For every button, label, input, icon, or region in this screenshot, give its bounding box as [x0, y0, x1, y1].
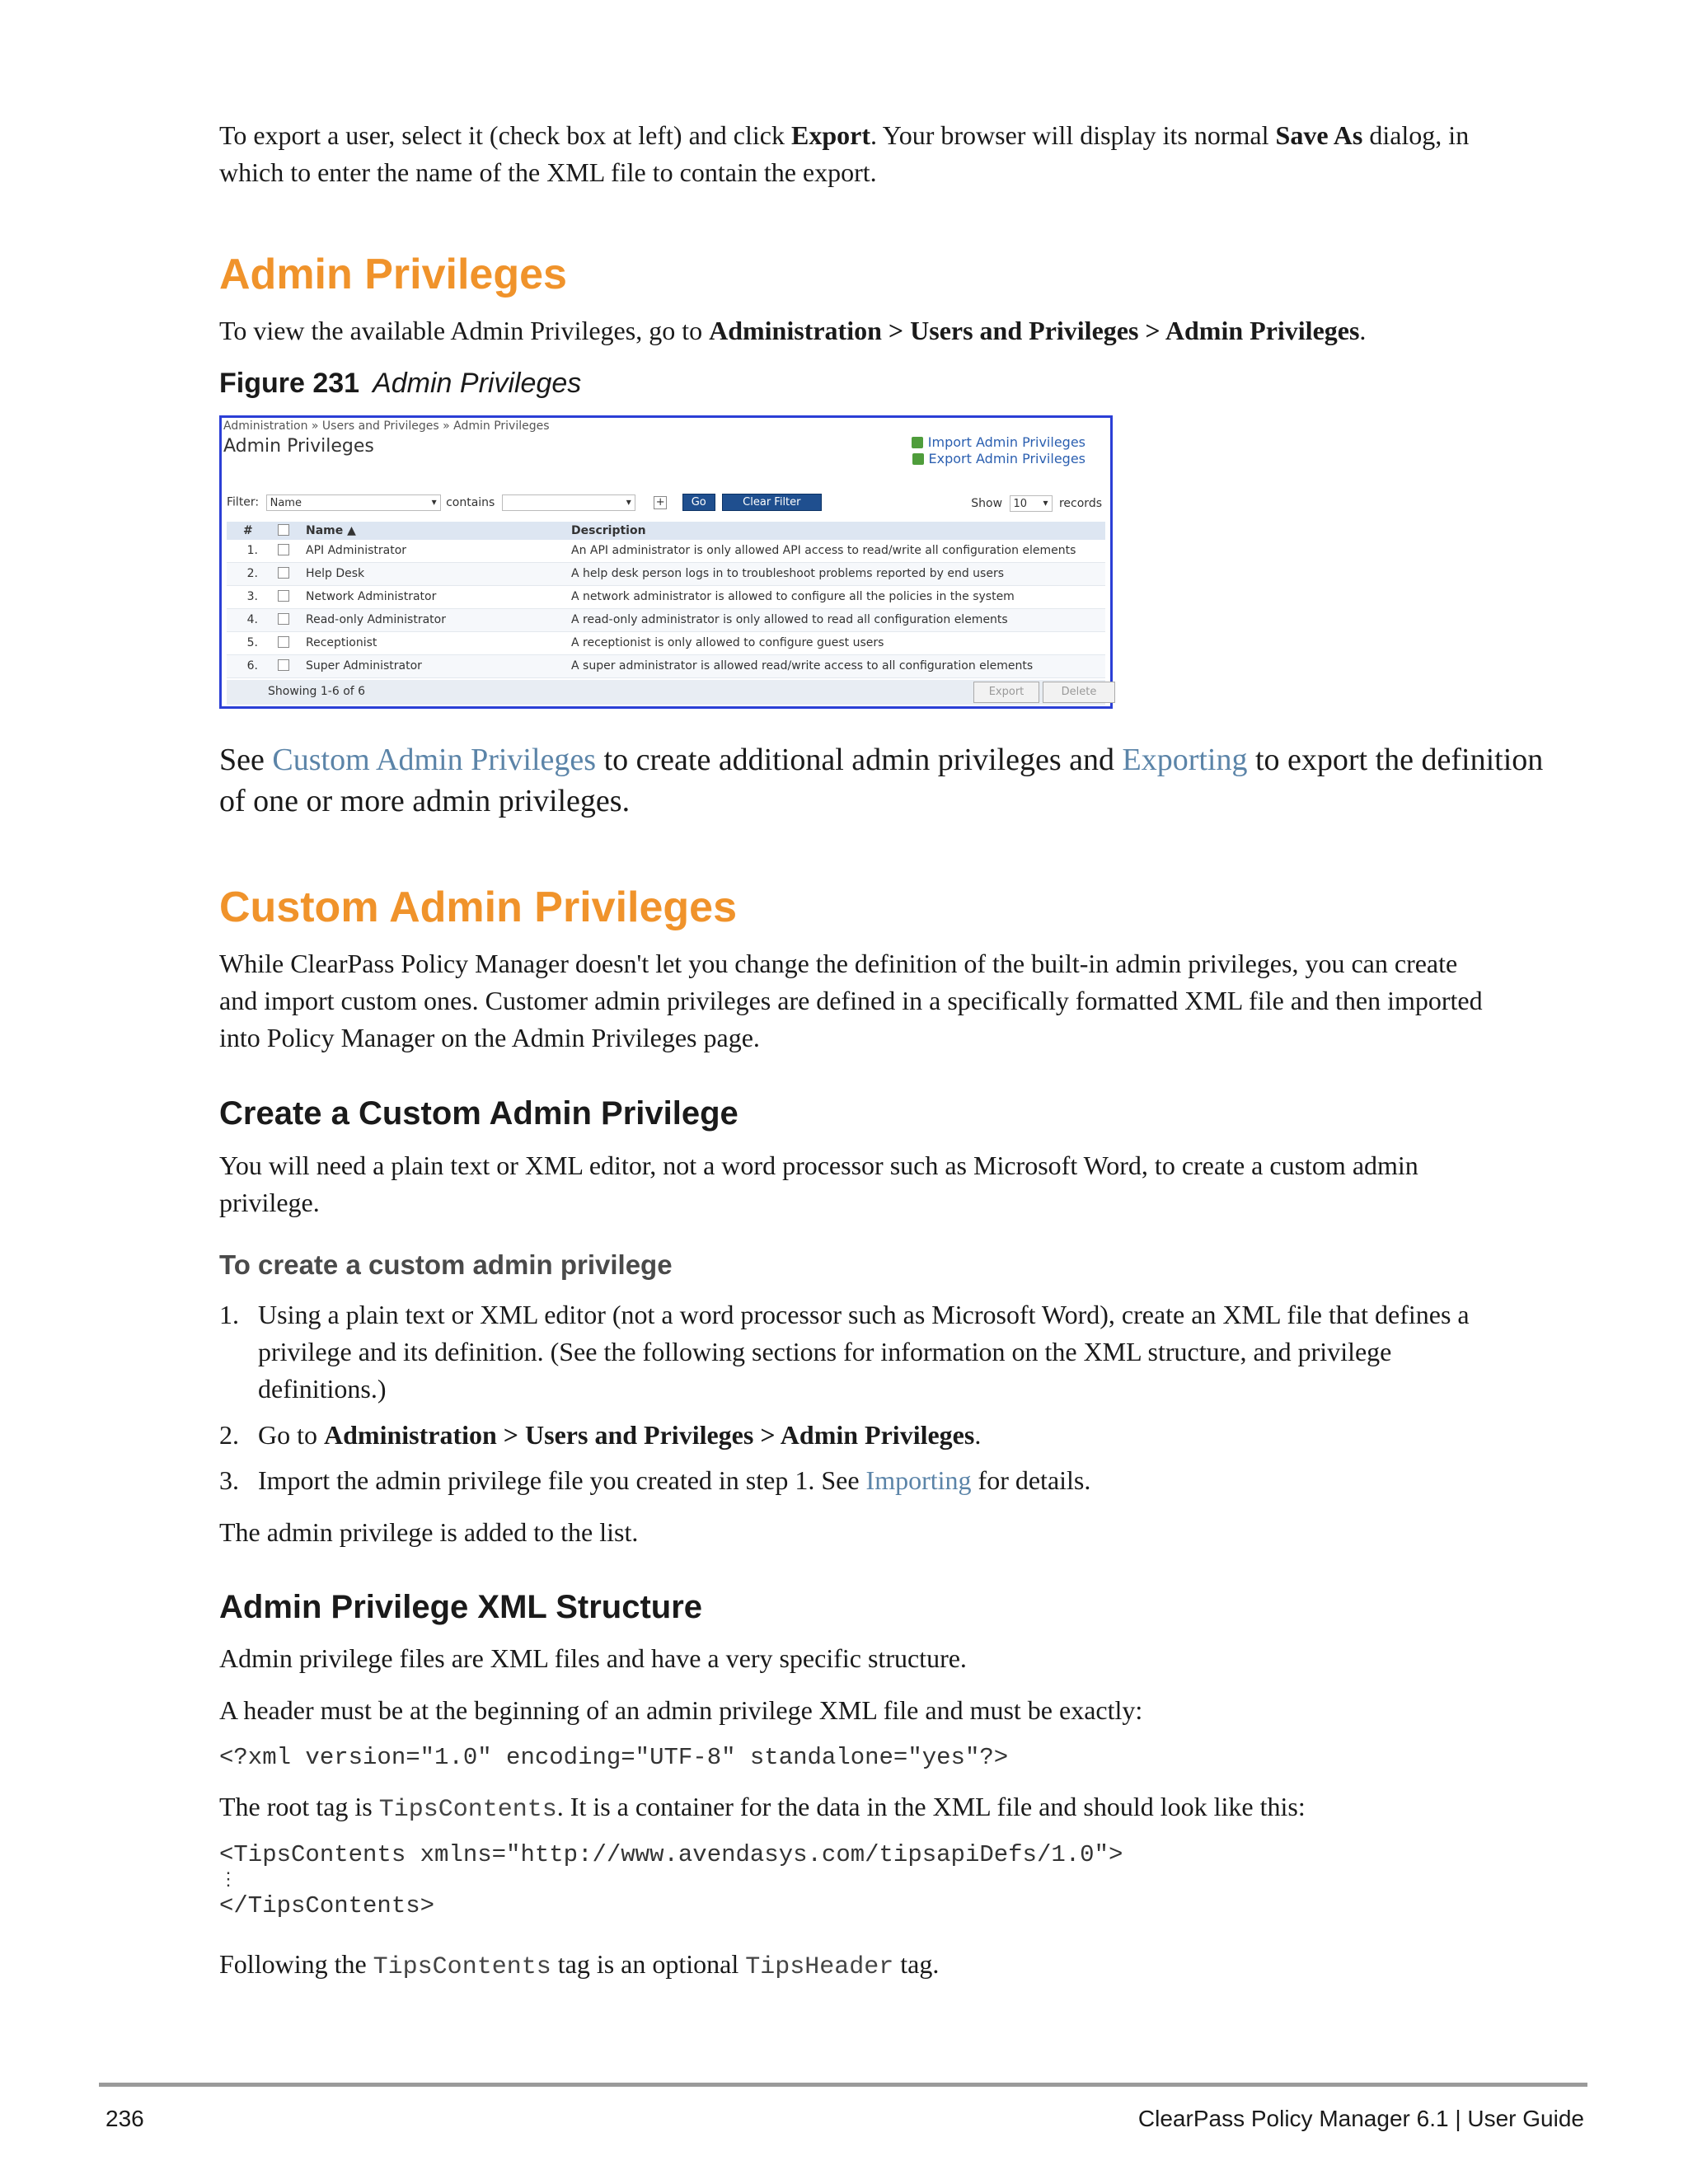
- create-text: privilege.: [219, 1188, 320, 1217]
- nav-text: To view the available Admin Privileges, go to: [219, 316, 710, 345]
- figure-number: Figure 231: [219, 368, 360, 399]
- step-line: for details.: [971, 1465, 1091, 1495]
- export-link[interactable]: [912, 451, 1085, 466]
- intro-paragraph: [219, 117, 1469, 191]
- custom-text: into Policy Manager on the Admin Privileges page.: [219, 1023, 760, 1052]
- xml-root-code: [219, 1840, 1123, 1922]
- export-icon: [912, 453, 924, 465]
- table-row[interactable]: [227, 655, 1105, 678]
- table-footer: [227, 680, 1105, 705]
- row-number: 1.: [246, 544, 258, 557]
- go-button[interactable]: Go: [682, 494, 715, 511]
- figure-caption: [219, 368, 581, 400]
- intro-text: dialog, in: [1362, 120, 1470, 150]
- row-description: A receptionist is only allowed to configure guest users: [571, 636, 884, 649]
- show-label: Show: [971, 497, 1003, 510]
- row-checkbox[interactable]: [278, 613, 289, 628]
- import-label: Import Admin Privileges: [927, 434, 1085, 450]
- table-header: [227, 522, 1105, 540]
- admin-privileges-screenshot: [219, 415, 1113, 709]
- figure-title: Admin Privileges: [373, 368, 582, 399]
- nav-path: Administration > Users and Privileges > Admin Privileges: [709, 316, 1360, 345]
- row-description: A network administrator is allowed to configure all the policies in the system: [571, 590, 1015, 603]
- export-label: Export Admin Privileges: [928, 451, 1085, 466]
- step-line: privilege and its definition. (See the following sections for information on the XML structure, and privilege: [258, 1337, 1392, 1366]
- row-number: 4.: [246, 613, 258, 626]
- step-text: [258, 1462, 1090, 1499]
- table-row[interactable]: [227, 586, 1105, 609]
- page-title: Admin Privileges: [223, 436, 374, 457]
- row-name[interactable]: Receptionist: [306, 636, 377, 649]
- row-name[interactable]: Read-only Administrator: [306, 613, 446, 626]
- clear-filter-button[interactable]: Clear Filter: [722, 494, 821, 511]
- nav-path: Administration > Users and Privileges > Admin Privileges: [324, 1420, 975, 1450]
- intro-text: . Your browser will display its normal: [870, 120, 1276, 150]
- row-number: 5.: [246, 636, 258, 649]
- see-paragraph: [219, 739, 1543, 822]
- row-description: A super administrator is allowed read/write access to all configuration elements: [571, 659, 1034, 673]
- custom-admin-privileges-heading: Custom Admin Privileges: [219, 883, 737, 931]
- step-1: [219, 1296, 1587, 1417]
- inline-code: TipsContents: [373, 1953, 551, 1981]
- importing-link[interactable]: Importing: [865, 1465, 972, 1495]
- step-3: [219, 1462, 1587, 1507]
- row-checkbox[interactable]: [278, 567, 289, 582]
- showing-count: Showing 1-6 of 6: [268, 685, 366, 698]
- row-number: 2.: [246, 567, 258, 580]
- records-label: records: [1058, 497, 1102, 510]
- create-paragraph: [219, 1147, 1418, 1221]
- table-row[interactable]: [227, 632, 1105, 655]
- records-per-page-value: 10: [1013, 498, 1028, 510]
- create-text: You will need a plain text or XML editor, not a word processor such as Microsoft Word, to create a custom admin: [219, 1151, 1418, 1180]
- row-checkbox[interactable]: [278, 544, 289, 559]
- procedure-heading: To create a custom admin privilege: [219, 1249, 673, 1280]
- exporting-link[interactable]: Exporting: [1122, 743, 1248, 777]
- document-title: ClearPass Policy Manager 6.1 | User Guide: [1137, 2106, 1584, 2131]
- footer-divider: [99, 2083, 1587, 2087]
- col-name[interactable]: Name ▲: [306, 524, 356, 537]
- result-text: The admin privilege is added to the list.: [219, 1517, 639, 1547]
- privileges-table: [227, 522, 1105, 678]
- xml-para-1: Admin privilege files are XML files and have a very specific structure.: [219, 1643, 967, 1673]
- code-line: </TipsContents>: [219, 1892, 435, 1919]
- xml-text: tag.: [893, 1949, 940, 1979]
- step-number: 2.: [219, 1420, 239, 1450]
- step-line: .: [974, 1420, 982, 1450]
- filter-operator: contains: [446, 495, 495, 509]
- row-checkbox[interactable]: [278, 590, 289, 605]
- select-all-checkbox[interactable]: [278, 524, 289, 539]
- step-line: Import the admin privilege file you created in step 1. See: [258, 1465, 866, 1495]
- xml-text: The root tag is: [219, 1792, 379, 1821]
- row-number: 6.: [246, 659, 258, 673]
- row-name[interactable]: Super Administrator: [306, 659, 422, 673]
- inline-code: TipsContents: [378, 1796, 557, 1824]
- page-number: 236: [106, 2106, 144, 2131]
- nav-text: .: [1359, 316, 1367, 345]
- admin-privileges-heading: Admin Privileges: [219, 251, 567, 298]
- table-row[interactable]: [227, 563, 1105, 586]
- admin-privileges-nav: [219, 312, 1366, 349]
- xml-text: . It is a container for the data in the XML file and should look like this:: [556, 1792, 1306, 1821]
- col-description: Description: [571, 524, 646, 537]
- breadcrumb[interactable]: Administration » Users and Privileges » Admin Privileges: [223, 419, 550, 433]
- intro-text: To export a user, select it (check box at left) and click: [219, 120, 791, 150]
- see-text: to export the definition: [1247, 743, 1544, 777]
- code-line: ⋮: [219, 1870, 237, 1891]
- filter-input[interactable]: [502, 494, 635, 511]
- see-text: See: [219, 743, 273, 777]
- custom-text: While ClearPass Policy Manager doesn't let you change the definition of the built-in admin privileges, you can create: [219, 949, 1458, 978]
- step-number: 3.: [219, 1465, 239, 1495]
- records-per-page-select[interactable]: [1010, 495, 1053, 512]
- xml-para-4: [219, 1946, 939, 1986]
- row-name[interactable]: Network Administrator: [306, 590, 437, 603]
- row-checkbox[interactable]: [278, 659, 289, 674]
- row-description: A help desk person logs in to troubleshoot problems reported by end users: [571, 567, 1004, 580]
- row-checkbox[interactable]: [278, 636, 289, 651]
- see-text: to create additional admin privileges and: [596, 743, 1123, 777]
- xml-para-3: [219, 1788, 1306, 1829]
- col-number: #: [243, 524, 253, 537]
- step-line: definitions.): [258, 1374, 387, 1404]
- step-number: 1.: [219, 1300, 239, 1329]
- xml-header-code: <?xml version="1.0" encoding="UTF-8" standalone="yes"?>: [219, 1744, 1009, 1771]
- filter-field-select[interactable]: [266, 494, 441, 511]
- table-row[interactable]: [227, 540, 1105, 563]
- save-as-term: Save As: [1275, 120, 1363, 150]
- export-term: Export: [790, 120, 870, 150]
- xml-structure-heading: Admin Privilege XML Structure: [219, 1589, 703, 1625]
- custom-text: and import custom ones. Customer admin privileges are defined in a specifically formatted XML file and then imported: [219, 986, 1483, 1015]
- custom-paragraph: [219, 945, 1483, 1057]
- filter-row: [227, 494, 1105, 515]
- row-name[interactable]: Help Desk: [306, 567, 365, 580]
- create-heading: Create a Custom Admin Privilege: [219, 1095, 738, 1132]
- table-row[interactable]: [227, 609, 1105, 632]
- inline-code: TipsHeader: [745, 1953, 894, 1981]
- code-line: <TipsContents xmlns="http://www.avendasys.com/tipsapiDefs/1.0">: [219, 1841, 1123, 1868]
- table-body: [227, 540, 1105, 678]
- intro-text: which to enter the name of the XML file to contain the export.: [219, 157, 877, 187]
- show-records: [971, 495, 1102, 512]
- xml-para-2: A header must be at the beginning of an admin privilege XML file and must be exactly:: [219, 1695, 1143, 1725]
- import-icon: [912, 437, 923, 448]
- filter-label: Filter:: [227, 495, 260, 509]
- row-description: A read-only administrator is only allowed to read all configuration elements: [571, 613, 1008, 626]
- row-description: An API administrator is only allowed API access to read/write all configuration elements: [571, 544, 1076, 557]
- export-button[interactable]: Export: [973, 682, 1039, 703]
- procedure-steps: [219, 1296, 1587, 1507]
- xml-text: Following the: [219, 1949, 373, 1979]
- row-number: 3.: [246, 590, 258, 603]
- row-name[interactable]: API Administrator: [306, 544, 407, 557]
- xml-text: tag is an optional: [551, 1949, 746, 1979]
- step-text: [258, 1296, 1470, 1408]
- delete-button[interactable]: Delete: [1043, 682, 1115, 703]
- step-2: [219, 1417, 1587, 1462]
- custom-admin-privileges-link[interactable]: Custom Admin Privileges: [272, 743, 597, 777]
- add-filter-icon[interactable]: +: [654, 496, 667, 509]
- step-line: Using a plain text or XML editor (not a word processor such as Microsoft Word), create an XML file that defines a: [258, 1300, 1470, 1329]
- see-text: of one or more admin privileges.: [219, 784, 631, 818]
- filter-field-value: Name: [270, 496, 302, 509]
- step-text: [258, 1417, 981, 1454]
- import-link[interactable]: [912, 434, 1085, 450]
- step-line: Go to: [258, 1420, 324, 1450]
